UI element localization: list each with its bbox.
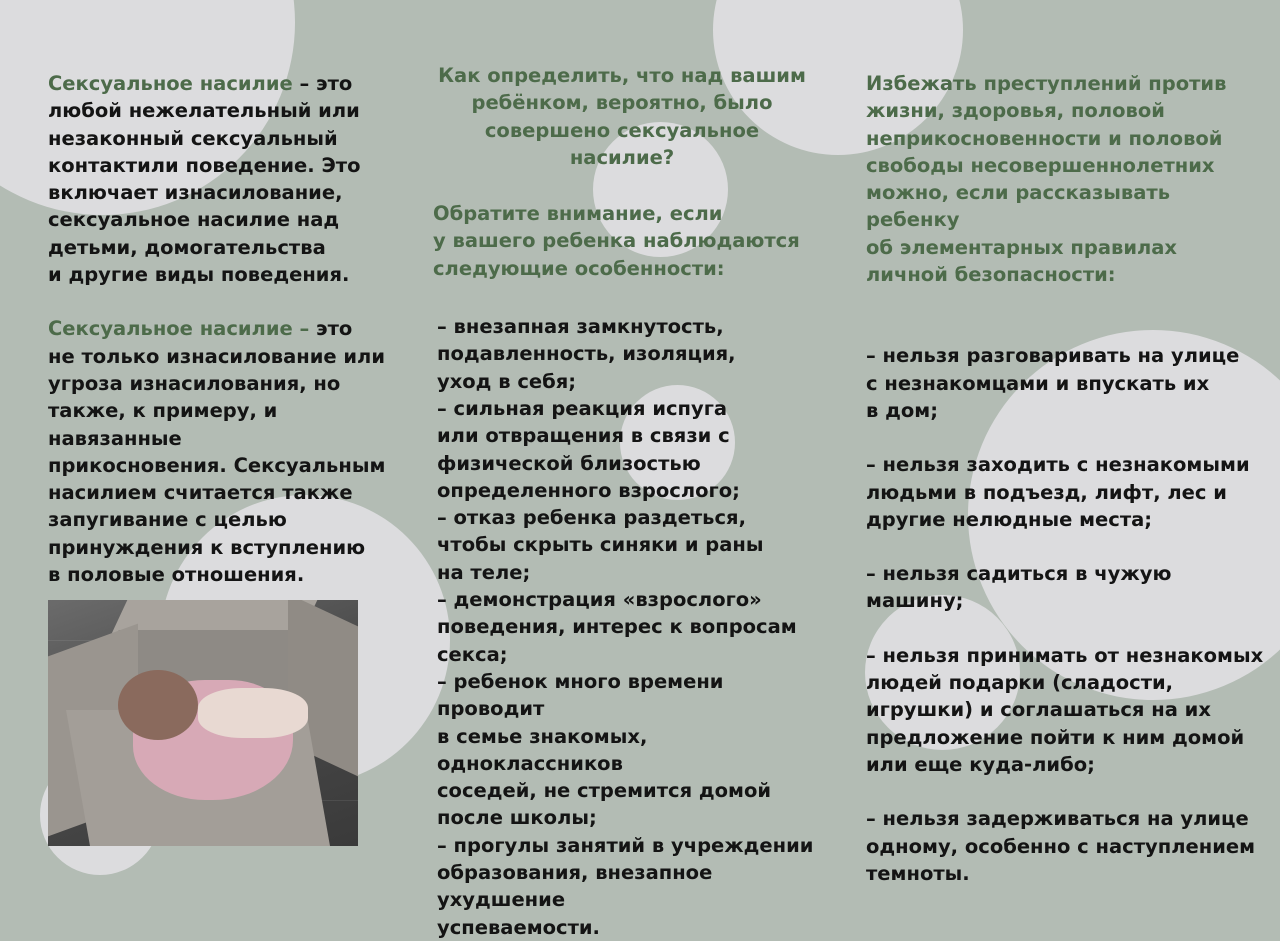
safety-rule-2: – нельзя заходить с незнакомыми людьми в подъезд, лифт, лес и другие нелюдные места; — [866, 453, 1250, 531]
safety-rule-5: – нельзя задерживаться на улице одному, особенно с наступлением темноты. — [866, 807, 1256, 885]
column-warning-signs — [433, 62, 833, 941]
warning-signs-list: – внезапная замкнутость, подавленность, изоляция, уход в себя; – сильная реакция испуга или отвращения в связи с физической близостью определенного взрослого; – отказ ребенка раздеться, чтобы скрыть синяки и раны на теле; – демонстрация «взрослого» поведения, интерес к вопросам секса; – ребенок много времени проводит в семье знакомых, одноклассников соседей, не стремится домой после школы; – прогулы занятий в учреждении образования, внезапное ухудшение успеваемости. — [437, 315, 814, 939]
definition-text-2: это не только изнасилование или угроза изнасилования, но также, к примеру, и навязанные прикосновения. Сексуальным насилием считается также запугивание с целью принуждения к вступлению в половые отношения. — [48, 317, 386, 587]
definition-paragraph-2 — [48, 315, 408, 588]
term-sexual-violence-2: Сексуальное насилие – — [48, 317, 310, 341]
safety-rule-3: – нельзя садиться в чужую машину; — [866, 562, 1172, 613]
term-sexual-violence: Сексуальное насилие — [48, 72, 293, 95]
section-intro: Обратите внимание, если у вашего ребенка наблюдаются следующие особенности: — [433, 202, 800, 280]
definition-text-1: – это любой нежелательный или незаконный сексуальный контактили поведение. Это включает изнасилование, сексуальное насилие над детьми, домогательства и другие виды поведения. — [48, 72, 361, 287]
child-in-box-photo — [48, 600, 358, 846]
safety-rule-4: – нельзя принимать от незнакомых людей подарки (сладости, игрушки) и соглашаться на их предложение пойти к ним домой или еще куда-либо; — [866, 643, 1264, 776]
definition-paragraph-1 — [48, 70, 408, 288]
safety-rule-1: – нельзя разговаривать на улице с незнакомцами и впускать их в дом; — [866, 344, 1240, 422]
column-definitions — [48, 70, 408, 588]
column-safety-rules — [866, 70, 1270, 887]
safety-intro: Избежать преступлений против жизни, здоровья, половой неприкосновенности и половой свободы несовершеннолетних можно, если рассказывать ребенку об элементарных правилах личной безопасности: — [866, 72, 1227, 287]
section-title: Как определить, что над вашим ребёнком, вероятно, было совершено сексуальное насилие? — [438, 64, 806, 169]
